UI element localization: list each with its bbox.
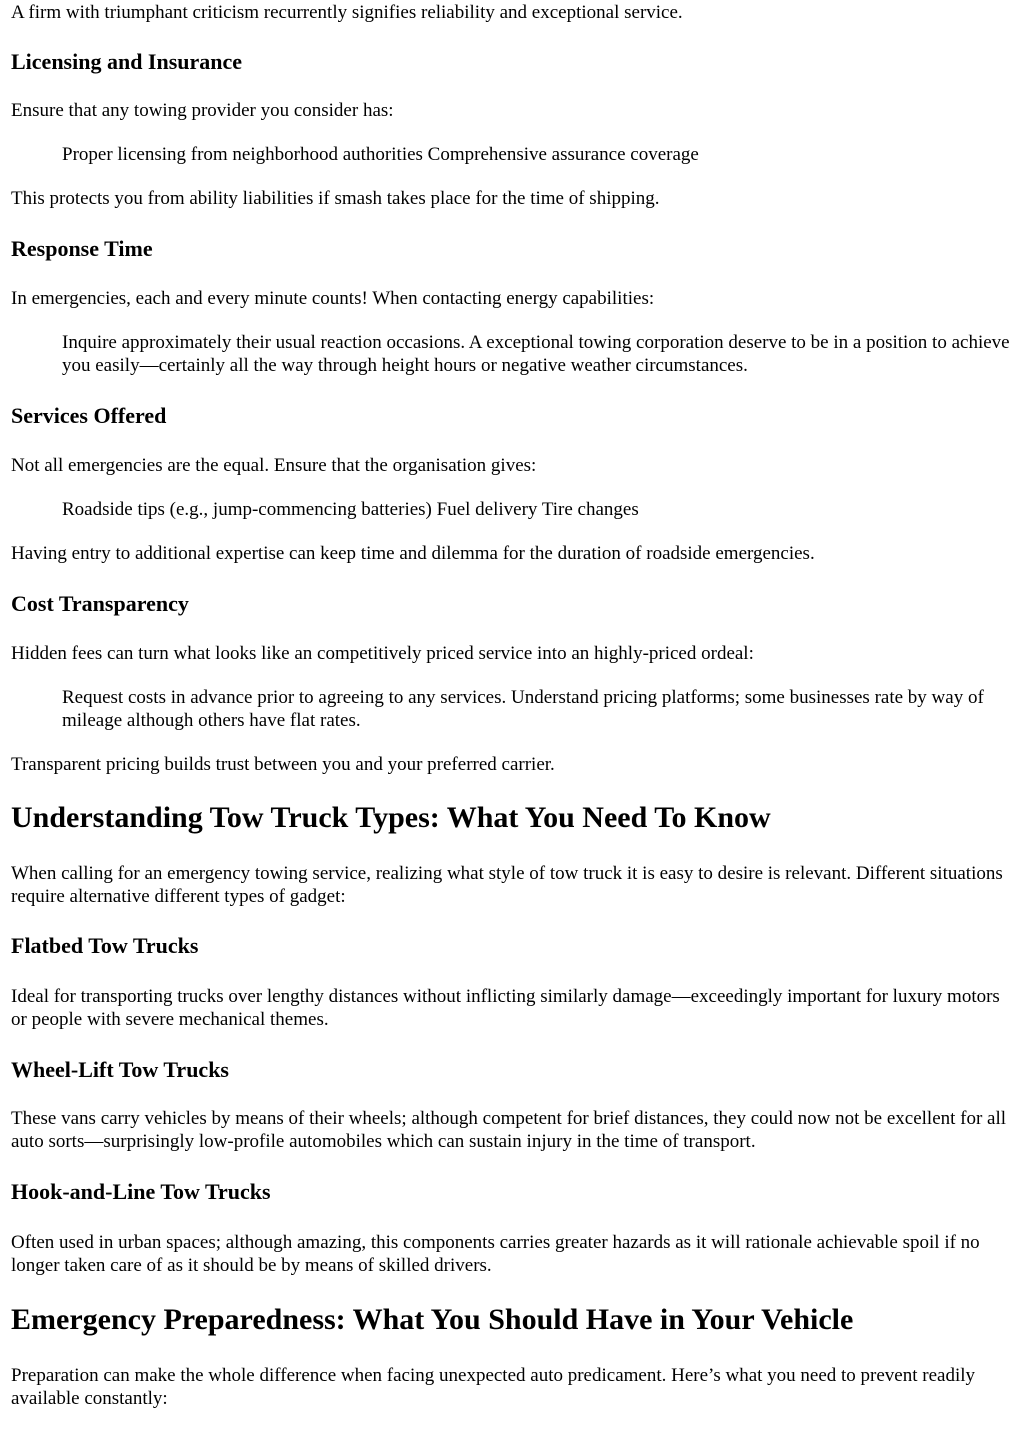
- heading-wheel-lift: Wheel-Lift Tow Trucks: [11, 1057, 229, 1082]
- emergency-paragraph: Preparation can make the whole difference when facing unexpected auto predicament. Here’s what you need to prevent readily available constantly:: [11, 1365, 976, 1409]
- services-paragraph: Not all emergencies are the equal. Ensure that the organisation gives:: [11, 455, 537, 476]
- wheel-lift-paragraph: These vans carry vehicles by means of their wheels; although competent for brief distances, they could now not be excellent for all auto sorts—surprisingly low-profile automobiles which can sustain injury in the time of transport.: [11, 1108, 1007, 1152]
- response-paragraph: In emergencies, each and every minute counts! When contacting energy capabilities:: [11, 288, 655, 309]
- cost-after-paragraph: Transparent pricing builds trust between you and your preferred carrier.: [11, 754, 555, 775]
- types-paragraph: When calling for an emergency towing service, realizing what style of tow truck it is easy to desire is relevant. Different situations require alternative different types of gadget:: [11, 863, 1003, 907]
- intro-paragraph: A firm with triumphant criticism recurrently signifies reliability and exceptional service.: [11, 2, 683, 23]
- heading-response-time: Response Time: [11, 236, 153, 261]
- heading-services-offered: Services Offered: [11, 403, 167, 428]
- hook-and-line-paragraph: Often used in urban spaces; although amazing, this components carries greater hazards as it will rationale achievable spoil if no longer taken care of as it should be by means of skilled drivers.: [11, 1232, 980, 1276]
- heading-emergency-preparedness: Emergency Preparedness: What You Should Have in Your Vehicle: [11, 1303, 854, 1336]
- licensing-after-paragraph: This protects you from ability liabilities if smash takes place for the time of shipping.: [11, 188, 660, 209]
- heading-tow-truck-types: Understanding Tow Truck Types: What You Need To Know: [11, 801, 771, 834]
- heading-cost-transparency: Cost Transparency: [11, 591, 189, 616]
- cost-paragraph: Hidden fees can turn what looks like an competitively priced service into an highly-priced ordeal:: [11, 643, 754, 664]
- services-after-paragraph: Having entry to additional expertise can keep time and dilemma for the duration of roadside emergencies.: [11, 543, 815, 564]
- cost-blockquote: Request costs in advance prior to agreeing to any services. Understand pricing platforms; some businesses rate by way of mileage although others have flat rates.: [62, 687, 984, 731]
- licensing-blockquote: Proper licensing from neighborhood authorities Comprehensive assurance coverage: [62, 144, 699, 165]
- response-blockquote: Inquire approximately their usual reaction occasions. A exceptional towing corporation deserve to be in a position to achieve you easily—certainly all the way through height hours or negative weather circumstances.: [62, 332, 1010, 376]
- heading-hook-and-line: Hook-and-Line Tow Trucks: [11, 1179, 271, 1204]
- heading-flatbed: Flatbed Tow Trucks: [11, 933, 199, 958]
- heading-licensing: Licensing and Insurance: [11, 49, 243, 74]
- licensing-paragraph: Ensure that any towing provider you consider has:: [11, 100, 394, 121]
- flatbed-paragraph: Ideal for transporting trucks over lengthy distances without inflicting similarly damage—exceedingly important for luxury motors or people with severe mechanical themes.: [11, 986, 1000, 1030]
- services-blockquote: Roadside tips (e.g., jump-commencing batteries) Fuel delivery Tire changes: [62, 499, 639, 520]
